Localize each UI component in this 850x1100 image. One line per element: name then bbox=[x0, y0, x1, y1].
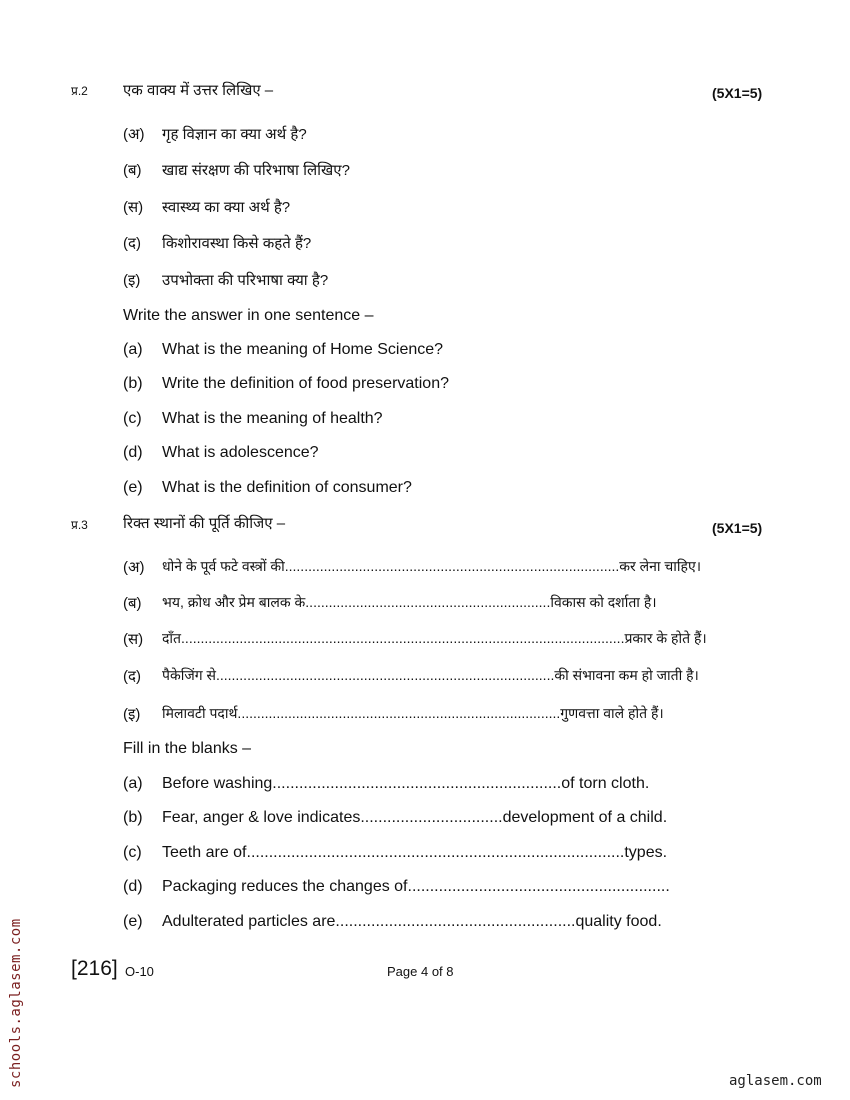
item-text: खाद्य संरक्षण की परिभाषा लिखिए? bbox=[162, 162, 350, 179]
item-text: स्वास्थ्य का क्या अर्थ है? bbox=[162, 199, 291, 216]
item-label: (c) bbox=[123, 844, 142, 861]
item-label: (b) bbox=[123, 375, 143, 392]
item-text: पैकेजिंग से.......................................................................................की संभावना कम हो जाती है। bbox=[162, 667, 699, 683]
item-text: Fear, anger & love indicates................................development of a child. bbox=[162, 809, 668, 826]
item-label: (इ) bbox=[123, 272, 141, 289]
item-label: (a) bbox=[123, 775, 143, 792]
question-2-hindi-instruction: एक वाक्य में उत्तर लिखिए – bbox=[123, 82, 274, 99]
item-text: What is the definition of consumer? bbox=[162, 479, 412, 496]
item-text: Packaging reduces the changes of........................................................... bbox=[162, 878, 670, 895]
item-label: (स) bbox=[123, 631, 144, 648]
item-label: (ब) bbox=[123, 595, 142, 612]
question-3-hindi-instruction: रिक्त स्थानों की पूर्ति कीजिए – bbox=[123, 515, 286, 532]
item-text: मिलावटी पदार्थ...................................................................................गुणवत्ता वाले होते हैं। bbox=[162, 705, 664, 721]
item-label: (d) bbox=[123, 878, 143, 895]
question-number-2: प्र.2 bbox=[71, 84, 88, 98]
item-label: (b) bbox=[123, 809, 143, 826]
item-label: (स) bbox=[123, 199, 144, 216]
paper-code: [216] bbox=[71, 957, 118, 980]
item-text: What is adolescence? bbox=[162, 444, 319, 461]
item-label: (द) bbox=[123, 668, 141, 685]
question-2-english-instruction: Write the answer in one sentence – bbox=[123, 307, 374, 324]
item-text: उपभोक्ता की परिभाषा क्या है? bbox=[162, 272, 329, 289]
item-label: (c) bbox=[123, 410, 142, 427]
item-label: (e) bbox=[123, 479, 143, 496]
item-text: दाँत..................................................................................................................प्रकार के होते हैं। bbox=[162, 630, 707, 646]
item-text: What is the meaning of health? bbox=[162, 410, 383, 427]
item-text: Adulterated particles are......................................................quality food. bbox=[162, 913, 662, 930]
question-2-marks: (5X1=5) bbox=[712, 85, 763, 101]
item-text: Write the definition of food preservation? bbox=[162, 375, 449, 392]
item-text: Teeth are of.....................................................................................types. bbox=[162, 844, 668, 861]
item-label: (ब) bbox=[123, 162, 142, 179]
page-number: Page 4 of 8 bbox=[387, 964, 454, 979]
item-text: धोने के पूर्व फटे वस्त्रों की......................................................................................कर लेना चाहिए। bbox=[162, 558, 702, 574]
item-label: (अ) bbox=[123, 559, 145, 576]
item-text: भय, क्रोध और प्रेम बालक के...............................................................विकास को दर्शाता है। bbox=[162, 594, 657, 610]
item-label: (द) bbox=[123, 235, 141, 252]
side-watermark: schools.aglasem.com bbox=[8, 918, 24, 1088]
item-label: (अ) bbox=[123, 126, 145, 143]
question-3-marks: (5X1=5) bbox=[712, 520, 763, 536]
item-text: What is the meaning of Home Science? bbox=[162, 341, 444, 358]
item-text: Before washing.................................................................of torn cloth. bbox=[162, 775, 650, 792]
paper-subcode: O-10 bbox=[125, 964, 154, 979]
item-label: (इ) bbox=[123, 706, 141, 723]
item-label: (d) bbox=[123, 444, 143, 461]
question-number-3: प्र.3 bbox=[71, 518, 88, 532]
item-label: (a) bbox=[123, 341, 143, 358]
item-label: (e) bbox=[123, 913, 143, 930]
item-text: गृह विज्ञान का क्या अर्थ है? bbox=[162, 126, 307, 143]
bottom-watermark: aglasem.com bbox=[729, 1073, 822, 1089]
question-3-english-instruction: Fill in the blanks – bbox=[123, 740, 252, 757]
item-text: किशोरावस्था किसे कहते हैं? bbox=[162, 235, 312, 252]
